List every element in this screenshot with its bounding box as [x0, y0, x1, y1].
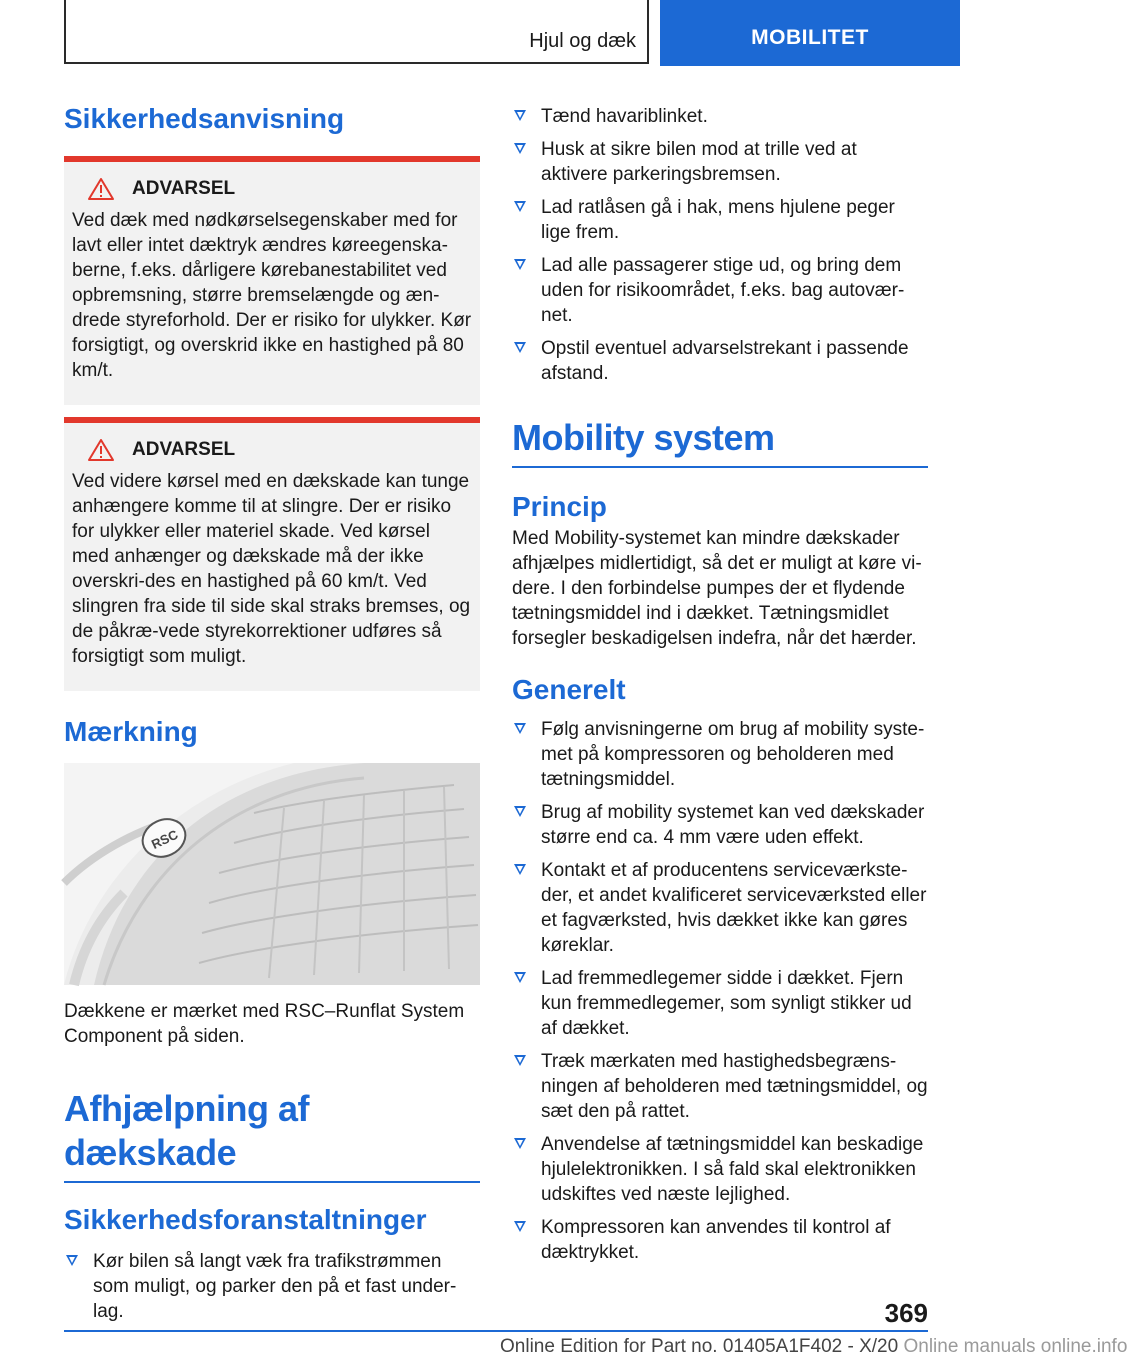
warning-box-1 [64, 156, 480, 405]
damage-heading-rule [64, 1181, 480, 1183]
list-item-text: Kør bilen så langt væk fra trafikstrømmen som muligt, og parker den på et fast under-lag. [93, 1251, 457, 1322]
bullet-triangle-icon [514, 723, 526, 734]
footer-rule [64, 1330, 928, 1332]
warning-header-1 [72, 178, 472, 200]
general-heading: Generelt [512, 674, 626, 705]
header-chapter-tab[interactable]: MOBILITET [660, 0, 960, 66]
footer-watermark[interactable]: Online manuals online.info [903, 1336, 1127, 1357]
warning-triangle-icon [88, 439, 114, 461]
bullet-triangle-icon [66, 1255, 78, 1266]
footer-edition [500, 1336, 1127, 1358]
bullet-triangle-icon [514, 864, 526, 875]
list-item-text: Lad ratlåsen gå i hak, mens hjulene peger lige frem. [541, 197, 895, 243]
bullet-triangle-icon [514, 201, 526, 212]
warning-label-2: ADVARSEL [132, 439, 236, 460]
bullet-triangle-icon [514, 1055, 526, 1066]
list-item [512, 800, 928, 850]
bullet-triangle-icon [514, 972, 526, 983]
list-item [512, 717, 928, 792]
marking-caption: Dækkene er mærket med RSC–Runflat System Component på siden. [64, 1001, 465, 1047]
principle-text: Med Mobility-systemet kan mindre dækskader afhjælpes midlertidigt, så det er muligt at køre vi-dere. I den forbindelse pumpes der et flydende tætningsmiddel ind i dækket. Tætningsmidlet forsegler beskadigelsen indefra, når det hærder. [512, 528, 922, 649]
mobility-heading-rule [512, 466, 928, 468]
list-item [512, 858, 928, 958]
list-item [512, 1215, 928, 1265]
bullet-triangle-icon [514, 806, 526, 817]
list-item-text: Tænd havariblinket. [541, 106, 708, 127]
bullet-triangle-icon [514, 143, 526, 154]
precautions-heading: Sikkerhedsforanstaltninger [64, 1204, 427, 1235]
precautions-list-continued [512, 104, 928, 386]
header-left-rule [64, 0, 66, 64]
warning-label-1: ADVARSEL [132, 178, 236, 199]
list-item [64, 1249, 480, 1324]
safety-heading: Sikkerhedsanvisning [64, 103, 345, 134]
precautions-list [64, 1249, 480, 1324]
list-item [512, 1049, 928, 1124]
left-column [64, 90, 480, 1332]
list-item-text: Følg anvisningerne om brug af mobility syste-met på kompressoren og beholderen med tætningsmiddel. [541, 719, 925, 790]
page-number: 369 [884, 1298, 928, 1328]
bullet-triangle-icon [514, 1138, 526, 1149]
warning-header-2 [72, 439, 472, 461]
principle-heading: Princip [512, 491, 607, 522]
list-item [512, 253, 928, 328]
general-list [512, 717, 928, 1265]
list-item-text: Opstil eventuel advarselstrekant i passende afstand. [541, 338, 909, 384]
list-item [512, 195, 928, 245]
header-right-rule [647, 0, 649, 64]
mobility-heading: Mobility system [512, 417, 775, 458]
list-item-text: Kompressoren kan anvendes til kontrol af dæktrykket. [541, 1217, 891, 1263]
bullet-triangle-icon [514, 342, 526, 353]
footer-edition-text: Online Edition for Part no. 01405A1F402 - X/20 [500, 1336, 904, 1357]
list-item-text: Lad fremmedlegemer sidde i dækket. Fjern kun fremmedlegemer, som synligt stikker ud af dækket. [541, 968, 912, 1039]
warning-triangle-icon [88, 178, 114, 200]
list-item [512, 104, 928, 129]
list-item-text: Lad alle passagerer stige ud, og bring dem uden for risikoområdet, f.eks. bag autovær-net. [541, 255, 905, 326]
list-item-text: Kontakt et af producentens serviceværkste-der, et andet kvalificeret serviceværksted eller et fagværksted, hvis dækket ikke kan gøres køreklar. [541, 860, 927, 956]
damage-heading: Afhjælpning af dækskade [64, 1088, 309, 1173]
bullet-triangle-icon [514, 110, 526, 121]
page-header [0, 0, 960, 66]
warning-text-2: Ved videre kørsel med en dækskade kan tunge anhængere komme til at slingre. Der er risiko for ulykker eller materiel skade. Ved kørsel med anhænger og dækskade må der ikke overskri-des en hastighed på 60 km/t. Ved slingren fra side til side skal straks bremses, og de påkræ-vede styrekorrektioner udføres så forsigtigt som muligt. [72, 471, 471, 667]
list-item-text: Husk at sikre bilen mod at trille ved at aktivere parkeringsbremsen. [541, 139, 857, 185]
bullet-triangle-icon [514, 259, 526, 270]
list-item-text: Brug af mobility systemet kan ved dækskader større end ca. 4 mm være uden effekt. [541, 802, 925, 848]
marking-heading: Mærkning [64, 716, 198, 747]
warning-text-1: Ved dæk med nødkørselsegenskaber med for lavt eller intet dæktryk ændres køreegenska-berne, f.eks. dårligere kørebanestabilitet ved opbremsning, større bremselængde og æn-drede styreforhold. Der er risiko for ulykker. Kør forsigtigt, og overskrid ikke en hastighed på 80 km/t. [72, 210, 472, 381]
header-section-title: Hjul og dæk [529, 30, 636, 52]
list-item [512, 336, 928, 386]
list-item [512, 137, 928, 187]
list-item [512, 1132, 928, 1207]
list-item-text: Anvendelse af tætningsmiddel kan beskadige hjulelektronikken. I så fald skal elektronikken udskiftes ved næste lejlighed. [541, 1134, 924, 1205]
bullet-triangle-icon [514, 1221, 526, 1232]
runflat-tire-image [64, 763, 480, 985]
rsc-logo-text: RSC [149, 826, 181, 852]
list-item-text: Træk mærkaten med hastighedsbegræns-ningen af beholderen med tætningsmiddel, og sæt den på rattet. [541, 1051, 928, 1122]
list-item [512, 966, 928, 1041]
right-column [512, 104, 928, 1273]
warning-box-2 [64, 417, 480, 691]
header-bottom-rule [64, 62, 648, 64]
